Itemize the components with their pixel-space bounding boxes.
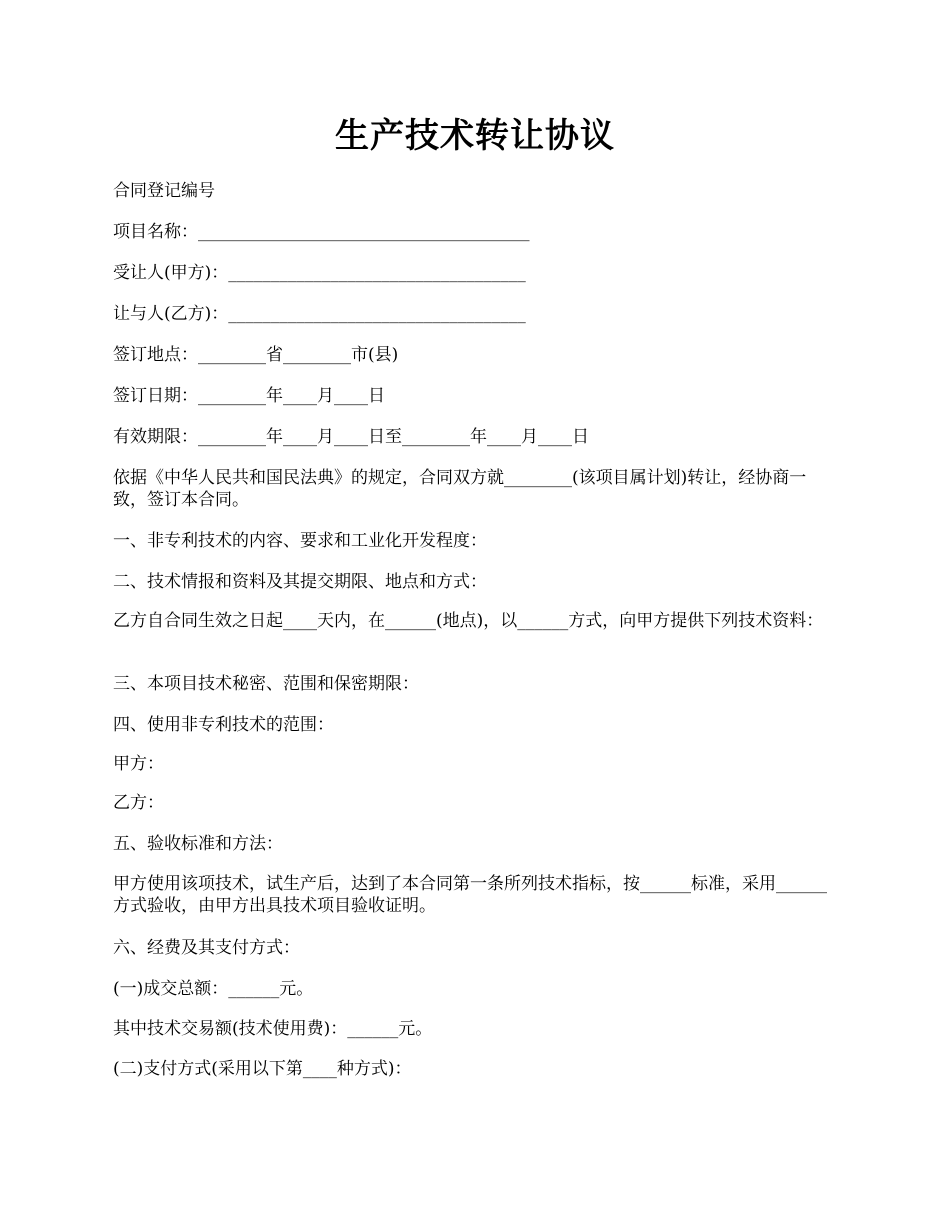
document-title: 生产技术转让协议 (335, 116, 615, 156)
transferee-field: 受让人(甲方)：___________________________________ (113, 263, 526, 283)
total-transaction-amount: (一)成交总额：______元。 (113, 979, 314, 999)
section-2-paragraph: 乙方自合同生效之日起____天内，在______(地点)，以______方式，向甲方提供下列技术资料： (113, 611, 824, 631)
section-5-heading: 五、验收标准和方法： (113, 834, 283, 854)
contract-basis-paragraph: 依据《中华人民共和国民法典》的规定，合同双方就________(该项目属计划)转让，经协商一致，签订本合同。 (113, 468, 807, 510)
section-4-heading: 四、使用非专利技术的范围： (113, 715, 334, 735)
project-name-field: 项目名称：_______________________________________ (113, 222, 530, 242)
technology-fee-amount: 其中技术交易额(技术使用费)：______元。 (113, 1019, 433, 1039)
validity-period-field: 有效期限：________年____月____日至________年____月____日 (113, 427, 589, 447)
payment-method-heading: (二)支付方式(采用以下第____种方式)： (113, 1059, 412, 1079)
transferor-field: 让与人(乙方)：___________________________________ (113, 304, 526, 324)
signing-place-field: 签订地点：________省________市(县) (113, 345, 399, 365)
party-b-scope: 乙方： (113, 793, 164, 813)
section-5-paragraph: 甲方使用该项技术，试生产后，达到了本合同第一条所列技术指标，按______标准，采用______方式验收，由甲方出具技术项目验收证明。 (113, 874, 827, 916)
contract-registration-number: 合同登记编号 (113, 181, 215, 201)
section-1-heading: 一、非专利技术的内容、要求和工业化开发程度： (113, 531, 487, 551)
section-6-heading: 六、经费及其支付方式： (113, 938, 300, 958)
section-2-heading: 二、技术情报和资料及其提交期限、地点和方式： (113, 572, 487, 592)
party-a-scope: 甲方： (113, 754, 164, 774)
signing-date-field: 签订日期：________年____月____日 (113, 386, 385, 406)
section-3-heading: 三、本项目技术秘密、范围和保密期限： (113, 674, 419, 694)
